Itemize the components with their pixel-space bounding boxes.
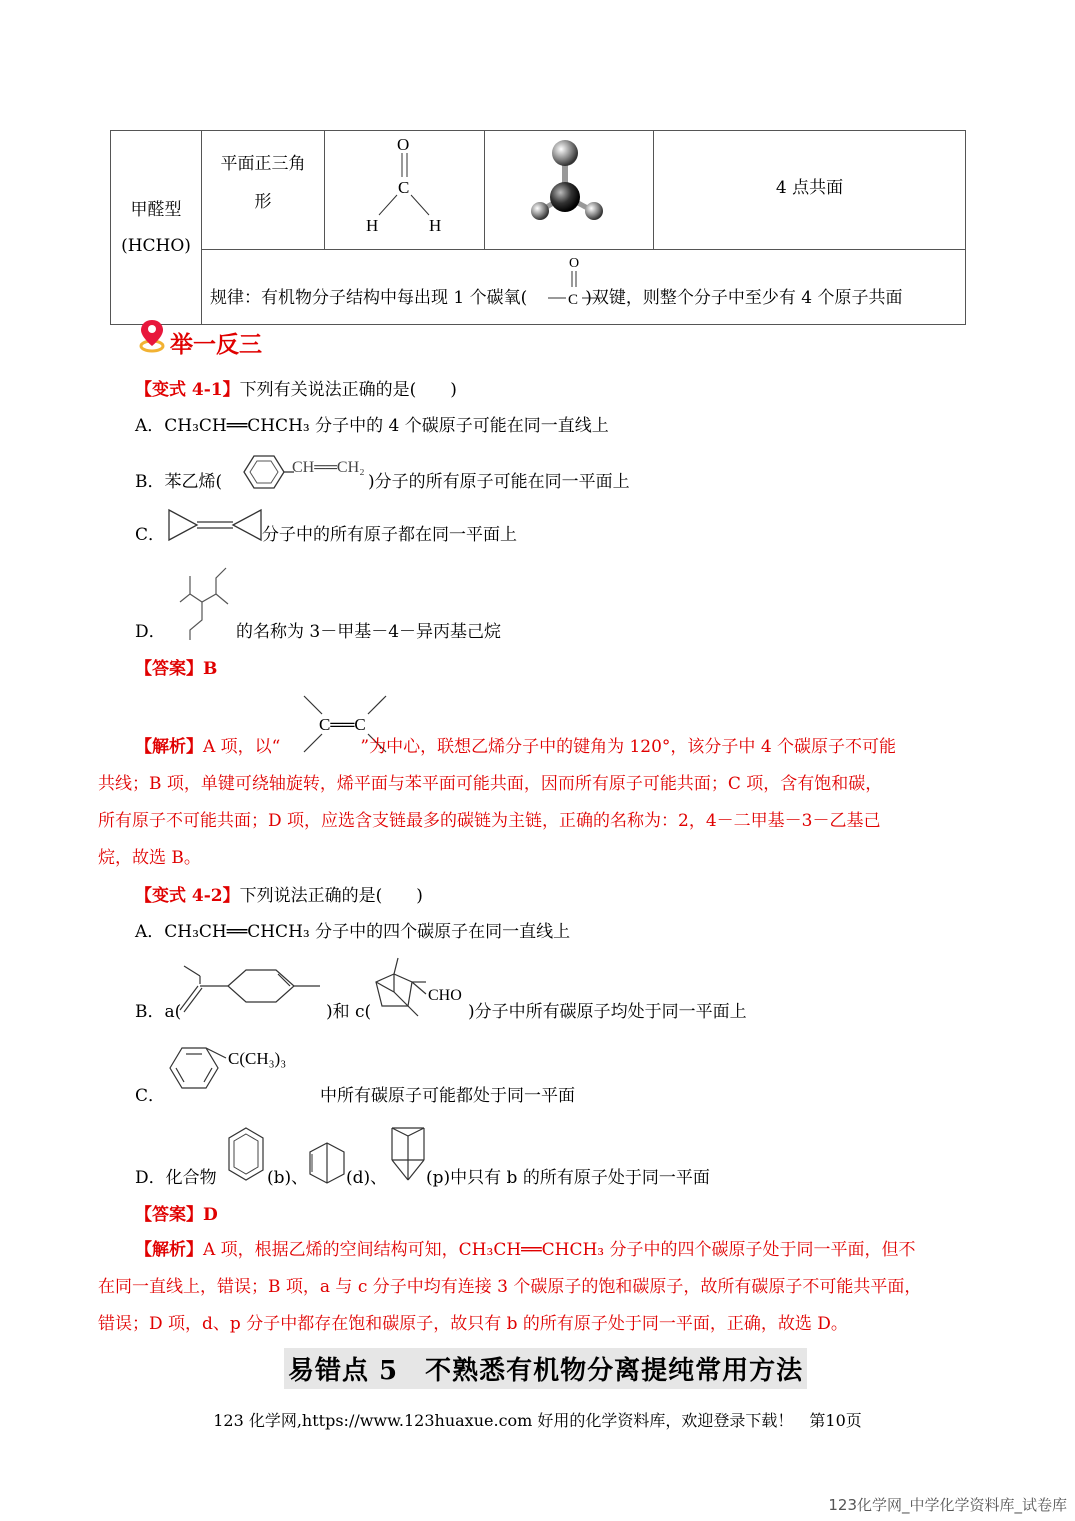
q2-stem: 下列说法正确的是( ) [239, 886, 423, 906]
q1-option-b-pre: B．苯乙烯( [135, 472, 223, 492]
location-pin-icon [139, 318, 167, 354]
q1-option-c-post: 分子中的所有原子都在同一平面上 [262, 525, 517, 545]
structural-formula-cell [325, 131, 485, 250]
page-footer: 123 化学网,https://www.123huaxue.com 好用的化学资料库，欢迎登录下载！ 第10页 [213, 1411, 862, 1430]
q1-option-a: A．CH₃CH══CHCH₃ 分子中的 4 个碳原子可能在同一直线上 [135, 416, 609, 436]
q1-exp-3: 所有原子不可能共面；D 项，应选含支链最多的碳链为主链，正确的名称为：2，4－二甲基－3－乙基己 [98, 811, 881, 831]
q1-exp-1b: ”为中心，联想乙烯分子中的键角为 120°，该分子中 4 个碳原子不可能 [360, 737, 897, 757]
formula-label: (HCHO) [121, 235, 191, 256]
type-cell [111, 131, 202, 325]
q1-stem-line [135, 378, 457, 402]
q2-option-d-d: (d)、 [346, 1168, 388, 1188]
ball-stick-model-icon [485, 131, 653, 245]
q2-answer: 【答案】D [135, 1205, 218, 1225]
q2-option-b-post: )分子中所有碳原子均处于同一平面上 [468, 1002, 747, 1022]
dewar-benzene-d-structure [306, 1140, 348, 1186]
carbonyl-structure [544, 250, 608, 310]
atom-h1: H [366, 216, 379, 235]
cho-label: CHO [428, 987, 462, 1004]
styrene-vinyl-label: CH══CH₂ [292, 459, 365, 476]
tbutyl-label: C(CH₃)₃ [228, 1049, 287, 1068]
atom-h2: H [429, 216, 442, 235]
coplanar-cell [654, 131, 966, 250]
styrene-structure [232, 450, 372, 496]
q2-option-c-post: 中所有碳原子可能都处于同一平面 [320, 1086, 575, 1106]
cc-label: C══C [319, 715, 366, 734]
bicyclopropylidene-structure [165, 506, 265, 544]
q2-stem-line [135, 884, 423, 908]
q1-answer: 【答案】B [135, 659, 218, 679]
carbonyl-c: C [568, 292, 579, 308]
q1-explanation [98, 729, 978, 877]
q2-option-d-pre: D．化合物 [135, 1168, 217, 1188]
alkane-skeleton-structure [176, 560, 236, 642]
carbonyl-o: O [569, 256, 580, 271]
q1-option-d-label: D． [135, 622, 166, 642]
q2-option-c-label: C． [135, 1086, 166, 1106]
section-heading: 易错点 5 不熟悉有机物分离提纯常用方法 [284, 1348, 807, 1389]
watermark: 123化学网_中学化学资料库_试卷库 [828, 1496, 1067, 1514]
q2-option-d-post: (p)中只有 b 的所有原子处于同一平面 [426, 1168, 710, 1188]
q1-exp-2: 共线；B 项，单键可绕轴旋转，烯平面与苯平面可能共面，因而所有原子可能共面；C 项，含有饱和碳， [98, 774, 883, 794]
q2-option-b-mid: )和 c( [326, 1002, 372, 1022]
q2-exp-2: 在同一直线上，错误；B 项，a 与 c 分子中均有连接 3 个碳原子的饱和碳原子，故所有碳原子不可能共平面， [98, 1277, 922, 1297]
q2-option-a: A．CH₃CH══CHCH₃ 分子中的四个碳原子在同一直线上 [135, 922, 571, 942]
rule-cell [202, 250, 966, 325]
shape-cell [202, 131, 325, 250]
q1-stem: 下列有关说法正确的是( ) [239, 380, 457, 400]
q2-option-d-b: (b)、 [267, 1168, 309, 1188]
atom-c: C [398, 178, 410, 197]
section-title: 举一反三 [170, 331, 262, 358]
atom-o: O [397, 135, 410, 154]
compound-a-structure [174, 962, 324, 1026]
q2-tag: 【变式 4-2】 [135, 886, 240, 906]
coplanar-label: 4 点共面 [775, 177, 844, 198]
q1-option-c-label: C． [135, 525, 166, 545]
q2-exp-3: 错误；D 项，d、p 分子中都存在饱和碳原子，故只有 b 的所有原子处于同一平面，正确，故选 D。 [98, 1314, 848, 1334]
tert-butylbenzene-structure [166, 1034, 326, 1104]
rule-pre: 规律：有机物分子结构中每出现 1 个碳氧( [210, 288, 528, 308]
shape-label: 平面正三角 [220, 154, 306, 174]
prismane-p-structure [388, 1124, 428, 1184]
formaldehyde-structure [325, 133, 484, 247]
ball-model-cell [485, 131, 654, 250]
q2-exp-1: A 项，根据乙烯的空间结构可知，CH₃CH══CHCH₃ 分子中的四个碳原子处于同一平面，但不 [203, 1240, 916, 1260]
hcho-table [110, 130, 966, 325]
q2-exp-tag: 【解析】 [135, 1240, 203, 1260]
q1-exp-4: 烷，故选 B。 [98, 848, 201, 868]
compound-c-structure [368, 954, 472, 1024]
benzene-b-structure [225, 1124, 267, 1186]
q1-exp-tag: 【解析】 [135, 737, 203, 757]
q2-option-b-pre: B．a( [135, 1002, 182, 1022]
type-label: 甲醛型 [130, 199, 182, 220]
q2-explanation [98, 1232, 978, 1343]
shape-label-cont: 形 [254, 192, 272, 212]
q1-tag: 【变式 4-1】 [135, 380, 240, 400]
q1-option-d-post: 的名称为 3－甲基－4－异丙基己烷 [236, 622, 502, 642]
rule-post: )双键，则整个分子中至少有 4 个原子共面 [585, 288, 903, 308]
q1-exp-1a: A 项，以“ [203, 737, 281, 757]
q1-option-b-post: )分子的所有原子可能在同一平面上 [368, 472, 630, 492]
